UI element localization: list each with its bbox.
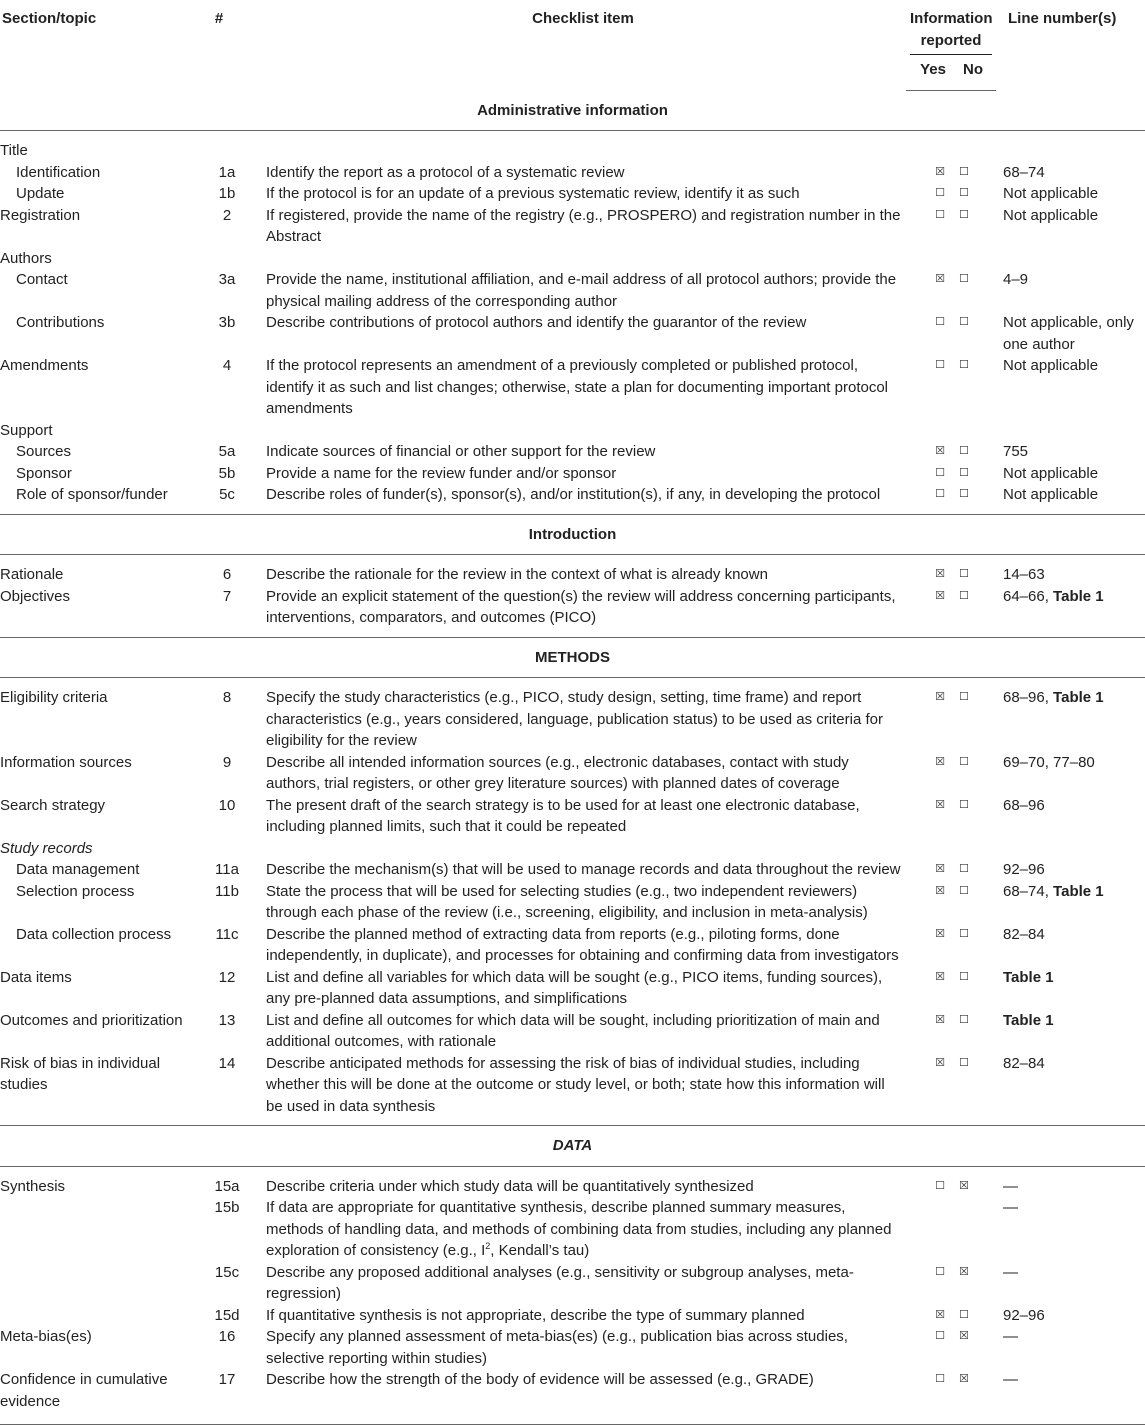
checked-box-icon: ☒ [935, 1013, 945, 1026]
unchecked-box-icon [956, 131, 996, 162]
unchecked-box-icon: ☐ [959, 1308, 969, 1321]
header-information-reported [906, 0, 996, 55]
section-topic-cell: Search strategy [0, 796, 106, 814]
table-row [0, 881, 1145, 924]
header-no: No [956, 55, 996, 90]
unchecked-box-icon: ☐ [959, 316, 969, 328]
checklist-item-cell: Describe the rationale for the review in the context of what is already known [266, 566, 768, 583]
line-numbers-text: 755 [1003, 443, 1029, 460]
line-numbers-cell [996, 355, 1145, 420]
unchecked-box-icon: ☐ [959, 927, 969, 940]
line-numbers-cell [996, 484, 1145, 514]
checked-box-icon: ☒ [935, 589, 945, 602]
item-number-cell: 9 [222, 753, 232, 771]
unchecked-box-icon [956, 838, 996, 860]
checked-box-icon: ☒ [935, 863, 945, 875]
item-number-cell: 14 [218, 1054, 236, 1072]
line-numbers-text: Not applicable [1003, 486, 1099, 503]
checked-box-icon: ☒ [935, 884, 945, 897]
checked-box-icon: ☒ [959, 1265, 969, 1278]
unchecked-box-icon [906, 248, 956, 270]
checklist-item-cell: List and define all outcomes for which data will be sought, including prioritization of main and additional outcomes, with rationale [266, 1011, 880, 1050]
line-numbers-text: 14–63 [1003, 566, 1045, 583]
table-row [0, 162, 1145, 184]
section-title: Introduction [0, 514, 1145, 555]
table-reference: Table 1 [1003, 968, 1054, 986]
table-row [0, 1197, 1145, 1262]
section-topic-cell: Data management [16, 861, 140, 878]
checked-box-icon: ☒ [959, 1330, 969, 1342]
table-row [0, 312, 1145, 355]
line-numbers-text: Not applicable, only one author [1003, 314, 1134, 353]
checklist-item-cell: If registered, provide the name of the registry (e.g., PROSPERO) and registration number in the Abstract [266, 206, 901, 245]
table-row [0, 924, 1145, 967]
item-number-cell: 1b [218, 185, 236, 202]
item-number-cell: 8 [222, 689, 232, 706]
table-row [0, 1305, 1145, 1327]
section-topic-cell: Registration [0, 206, 81, 224]
line-numbers-cell [996, 463, 1145, 485]
item-number-cell: 15b [214, 1199, 240, 1216]
section-topic-cell: Contributions [16, 314, 105, 331]
line-numbers-cell [996, 205, 1145, 248]
section-topic-cell: Rationale [0, 566, 64, 583]
checklist-item-cell: Describe anticipated methods for assessing the risk of bias of individual studies, including whether this will be done at the outcome or study level, or both; state how this information will be used in data synthesis [266, 1054, 885, 1115]
line-numbers-cell [996, 1166, 1145, 1197]
table-row [0, 586, 1145, 638]
section-topic-cell: Study records [0, 839, 93, 857]
section-topic-cell: Sources [16, 443, 72, 460]
table-row [0, 441, 1145, 463]
line-numbers-cell [996, 1305, 1145, 1327]
table-reference: Table 1 [1053, 882, 1104, 900]
section-topic-cell: Title [0, 142, 28, 159]
line-numbers-cell [996, 1262, 1145, 1305]
checked-box-icon: ☒ [959, 1179, 969, 1192]
line-numbers-cell [996, 924, 1145, 967]
unchecked-box-icon: ☐ [959, 208, 969, 221]
item-text-tail: , Kendall’s tau) [490, 1242, 590, 1259]
checklist-item-cell: If the protocol is for an update of a previous systematic review, identify it as such [266, 185, 800, 202]
checked-box-icon: ☒ [935, 445, 945, 457]
checklist-item-cell: Describe how the strength of the body of evidence will be assessed (e.g., GRADE) [266, 1371, 814, 1388]
unchecked-box-icon [956, 420, 996, 442]
table-row [0, 1053, 1145, 1126]
item-number-cell: 11c [215, 925, 239, 943]
item-number-cell: 5a [218, 443, 236, 460]
section-topic-cell [0, 1305, 200, 1327]
table-bottom-rule [0, 1420, 1145, 1425]
unchecked-box-icon: ☐ [935, 1179, 945, 1192]
item-number-cell [200, 248, 260, 270]
line-numbers-cell [996, 555, 1145, 586]
line-numbers-text: 92–96 [1003, 861, 1045, 878]
table-reference: Table 1 [1053, 689, 1104, 706]
checklist-item-cell: Describe the planned method of extracting data from reports (e.g., piloting forms, done independently, in duplicate), and processes for obtaining and confirming data from investigators [266, 925, 899, 964]
item-number-cell: 2 [222, 206, 232, 224]
item-number-cell: 5b [218, 464, 236, 482]
checklist-item-cell [260, 131, 906, 162]
table-row [0, 183, 1145, 205]
checklist-item-cell: Describe all intended information sources (e.g., electronic databases, contact with study authors, trial registers, or other grey literature sources) with planned dates of coverage [266, 753, 849, 792]
item-number-cell: 15a [214, 1177, 240, 1195]
table-row [0, 463, 1145, 485]
unchecked-box-icon: ☐ [959, 691, 969, 703]
table-row [0, 678, 1145, 752]
unchecked-box-icon: ☐ [935, 466, 945, 479]
line-numbers-cell [996, 586, 1145, 638]
checklist-item-cell: Indicate sources of financial or other support for the review [266, 443, 656, 460]
unchecked-box-icon: ☐ [935, 359, 945, 371]
line-numbers-text: 82–84 [1003, 925, 1045, 943]
checklist-item-cell: Specify the study characteristics (e.g., PICO, study design, setting, time frame) and report characteristics (e.g., years considered, language, publication status) to be used as criteria for eligibility for the review [266, 689, 883, 749]
unchecked-box-icon [906, 131, 956, 162]
table-row [0, 269, 1145, 312]
line-numbers-text: 68–96, [1003, 689, 1054, 706]
line-numbers-text: 82–84 [1003, 1054, 1045, 1072]
item-number-cell: 13 [218, 1011, 236, 1029]
unchecked-box-icon: ☐ [959, 863, 969, 875]
section-topic-cell: Support [0, 421, 53, 439]
line-numbers-cell [996, 967, 1145, 1010]
header-checklist-item: Checklist item [532, 10, 634, 27]
section-topic-cell: Meta-bias(es) [0, 1328, 92, 1345]
table-row [0, 1326, 1145, 1369]
unchecked-box-icon: ☐ [959, 273, 969, 285]
line-numbers-cell [996, 1197, 1145, 1262]
table-row [0, 205, 1145, 248]
section-topic-cell: Sponsor [16, 464, 72, 482]
unchecked-box-icon [906, 420, 956, 442]
unchecked-box-icon: ☐ [959, 187, 969, 199]
checked-box-icon: ☒ [935, 755, 945, 768]
item-number-cell: 15c [214, 1263, 240, 1281]
unchecked-box-icon: ☐ [935, 208, 945, 221]
section-topic-cell: Synthesis [0, 1177, 66, 1195]
section-topic-cell: Identification [16, 163, 101, 181]
section-topic-cell: Contact [16, 271, 68, 288]
line-numbers-cell [996, 1326, 1145, 1369]
item-number-cell: 11b [215, 882, 239, 900]
line-numbers-text: Not applicable [1003, 464, 1099, 482]
table-row [0, 420, 1145, 442]
line-numbers-cell [996, 1053, 1145, 1126]
section-topic-cell: Update [16, 185, 65, 202]
line-numbers-cell [996, 881, 1145, 924]
unchecked-box-icon: ☐ [935, 1373, 945, 1385]
unchecked-box-icon: ☐ [959, 884, 969, 897]
table-row [0, 838, 1145, 860]
item-number-cell [200, 420, 260, 442]
checklist-item-cell [260, 248, 906, 270]
unchecked-box-icon: ☐ [935, 1330, 945, 1342]
line-numbers-text: 68–74 [1003, 163, 1045, 181]
table-row [0, 1166, 1145, 1197]
table-row [0, 795, 1145, 838]
checklist-item-cell: The present draft of the search strategy is to be used for at least one electronic database, including planned limits, such that it could be repeated [266, 796, 860, 835]
section-topic-cell [0, 1197, 200, 1262]
item-number-cell: 6 [222, 566, 232, 583]
unchecked-box-icon: ☐ [935, 488, 945, 500]
header-section-topic: Section/topic [2, 10, 97, 27]
unchecked-box-icon: ☐ [959, 1013, 969, 1026]
table-row [0, 967, 1145, 1010]
item-number-cell: 12 [218, 968, 236, 986]
item-number-cell: 4 [222, 357, 232, 374]
line-numbers-cell [996, 131, 1145, 162]
unchecked-box-icon: ☐ [959, 165, 969, 178]
checked-box-icon: ☒ [935, 568, 945, 580]
checklist-item-cell: Describe any proposed additional analyses (e.g., sensitivity or subgroup analyses, meta-regression) [266, 1263, 854, 1302]
table-row [0, 1369, 1145, 1420]
item-number-cell: 16 [218, 1328, 236, 1345]
item-text: If data are appropriate for quantitative synthesis, describe planned summary measures, methods of handling data, and methods of combining data from studies, including any planned exploration of consistency (e.g., I [266, 1199, 892, 1259]
line-numbers-text: — [1003, 1199, 1018, 1216]
header-yes: Yes [906, 55, 956, 90]
table-row [0, 484, 1145, 514]
line-numbers-text: Not applicable [1003, 185, 1099, 202]
item-number-cell: 3b [218, 314, 236, 331]
table-row [0, 248, 1145, 270]
line-numbers-cell [996, 441, 1145, 463]
item-number-cell: 3a [218, 271, 236, 288]
item-number-cell: 10 [218, 796, 236, 814]
section-topic-cell: Amendments [0, 357, 89, 374]
checklist-item-cell: Specify any planned assessment of meta-bias(es) (e.g., publication bias across studies, selective reporting within studies) [266, 1328, 848, 1367]
header-information-reported-label: Information reported [910, 8, 992, 55]
item-superscript: 2 [485, 1241, 491, 1251]
table-row [0, 752, 1145, 795]
section-topic-cell: Eligibility criteria [0, 689, 108, 706]
line-numbers-cell [996, 420, 1145, 442]
item-number-cell: 17 [218, 1371, 236, 1388]
section-topic-cell: Outcomes and prioritization [0, 1011, 183, 1029]
line-numbers-cell [996, 269, 1145, 312]
section-title: METHODS [0, 637, 1145, 678]
section-header-row [0, 1126, 1145, 1167]
checklist-item-cell [260, 1197, 906, 1262]
table-row [0, 555, 1145, 586]
checklist-item-cell: Describe roles of funder(s), sponsor(s), and/or institution(s), if any, in developing the protocol [266, 486, 881, 503]
checked-box-icon: ☒ [935, 970, 945, 983]
line-numbers-cell [996, 248, 1145, 270]
table-row [0, 1010, 1145, 1053]
section-topic-cell: Selection process [16, 882, 135, 900]
checked-box-icon: ☒ [935, 798, 945, 811]
unchecked-box-icon: ☐ [959, 359, 969, 371]
checklist-item-cell: Provide the name, institutional affiliation, and e-mail address of all protocol authors; provide the physical mailing address of the corresponding author [266, 271, 897, 310]
line-numbers-text: 4–9 [1003, 271, 1029, 288]
line-numbers-cell [996, 752, 1145, 795]
checked-box-icon: ☒ [935, 927, 945, 940]
header-line-numbers: Line number(s) [1008, 10, 1117, 27]
checklist-item-cell: Provide an explicit statement of the question(s) the review will address concerning participants, interventions, comparators, and outcomes (PICO) [266, 587, 896, 626]
checklist-item-cell: Provide a name for the review funder and/or sponsor [266, 464, 617, 482]
checked-box-icon: ☒ [935, 1056, 945, 1069]
checklist-item-cell: Identify the report as a protocol of a systematic review [266, 163, 625, 181]
checklist-item-cell: If the protocol represents an amendment of a previously completed or published protocol, identify it as such and list changes; otherwise, state a plan for documenting important protocol amendments [266, 357, 889, 417]
unchecked-box-icon: ☐ [935, 316, 945, 328]
line-numbers-cell [996, 162, 1145, 184]
line-numbers-cell [996, 838, 1145, 860]
unchecked-box-icon: ☐ [935, 1265, 945, 1278]
checked-box-icon: ☒ [935, 691, 945, 703]
section-title: DATA [0, 1126, 1145, 1167]
checklist-item-cell: Describe criteria under which study data will be quantitatively synthesized [266, 1177, 754, 1195]
line-numbers-cell [996, 183, 1145, 205]
line-numbers-cell [996, 1369, 1145, 1420]
line-numbers-text: — [1003, 1263, 1018, 1281]
table-reference: Table 1 [1003, 1011, 1054, 1029]
unchecked-box-icon: ☐ [959, 798, 969, 811]
item-number-cell: 1a [218, 163, 236, 181]
item-number-cell: 7 [222, 587, 232, 605]
line-numbers-text: 68–74, [1003, 882, 1054, 900]
line-numbers-text: 64–66, [1003, 587, 1054, 605]
item-number-cell: 15d [214, 1306, 240, 1324]
section-topic-cell: Risk of bias in individual studies [0, 1054, 161, 1093]
checklist-item-cell: List and define all variables for which data will be sought (e.g., PICO items, funding sources), any pre-planned data assumptions, and simplifications [266, 968, 883, 1007]
checked-box-icon: ☒ [935, 273, 945, 285]
table-body [0, 90, 1145, 1425]
table-reference: Table 1 [1053, 587, 1104, 605]
checklist-item-cell: If quantitative synthesis is not appropriate, describe the type of summary planned [266, 1306, 805, 1324]
line-numbers-text: — [1003, 1328, 1018, 1345]
line-numbers-cell [996, 678, 1145, 752]
line-numbers-text: — [1003, 1177, 1018, 1195]
unchecked-box-icon: ☐ [959, 488, 969, 500]
line-numbers-text: — [1003, 1371, 1018, 1388]
item-number-cell: 5c [219, 486, 235, 503]
table-row [0, 131, 1145, 162]
checklist-item-cell [260, 420, 906, 442]
unchecked-box-icon [906, 838, 956, 860]
checklist-item-cell [260, 838, 906, 860]
item-number-cell [200, 131, 260, 162]
item-number-cell: 11a [215, 861, 239, 878]
line-numbers-text: 92–96 [1003, 1306, 1045, 1324]
section-topic-cell [0, 1262, 200, 1305]
section-topic-cell: Objectives [0, 587, 71, 605]
unchecked-box-icon [956, 1197, 996, 1262]
section-topic-cell: Data collection process [16, 925, 172, 943]
line-numbers-cell [996, 795, 1145, 838]
line-numbers-text: 68–96 [1003, 796, 1045, 814]
section-header-row [0, 514, 1145, 555]
unchecked-box-icon [956, 248, 996, 270]
section-title: Administrative information [0, 90, 1145, 131]
unchecked-box-icon: ☐ [959, 466, 969, 479]
section-topic-cell: Role of sponsor/funder [16, 486, 168, 503]
table-bottom-rule-cell [0, 1420, 1145, 1425]
checklist-item-cell: Describe contributions of protocol authors and identify the guarantor of the review [266, 314, 807, 331]
section-topic-cell: Data items [0, 968, 72, 986]
table-row [0, 1262, 1145, 1305]
unchecked-box-icon: ☐ [959, 445, 969, 457]
section-header-row [0, 90, 1145, 131]
line-numbers-cell [996, 312, 1145, 355]
unchecked-box-icon: ☐ [959, 1056, 969, 1069]
unchecked-box-icon: ☐ [959, 970, 969, 983]
table-row [0, 355, 1145, 420]
line-numbers-text: 69–70, 77–80 [1003, 753, 1095, 771]
unchecked-box-icon: ☐ [959, 568, 969, 580]
section-topic-cell: Confidence in cumulative evidence [0, 1371, 168, 1410]
unchecked-box-icon [906, 1197, 956, 1262]
line-numbers-cell [996, 1010, 1145, 1053]
item-number-cell [200, 838, 260, 860]
line-numbers-cell [996, 859, 1145, 881]
line-numbers-text: Not applicable [1003, 357, 1099, 374]
header-number: # [214, 10, 224, 27]
unchecked-box-icon: ☐ [959, 755, 969, 768]
section-topic-cell: Authors [0, 249, 52, 267]
table-row [0, 859, 1145, 881]
checked-box-icon: ☒ [959, 1373, 969, 1385]
section-topic-cell: Information sources [0, 753, 132, 771]
line-numbers-text: Not applicable [1003, 206, 1099, 224]
unchecked-box-icon: ☐ [959, 589, 969, 602]
checklist-item-cell: State the process that will be used for selecting studies (e.g., two independent reviewers) through each phase of the review (i.e., screening, eligibility, and inclusion in meta-analysis) [266, 882, 868, 921]
checklist-item-cell: Describe the mechanism(s) that will be used to manage records and data throughout the review [266, 861, 901, 878]
unchecked-box-icon: ☐ [935, 187, 945, 199]
section-header-row [0, 637, 1145, 678]
checked-box-icon: ☒ [935, 1308, 945, 1321]
checked-box-icon: ☒ [935, 165, 945, 178]
